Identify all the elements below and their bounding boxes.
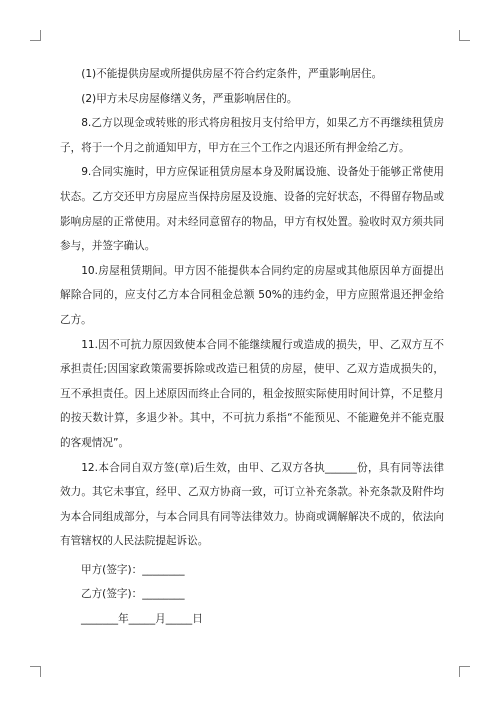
paragraph-clause-2: (2)甲方未尽房屋修缮义务，严重影响居住的。 [81, 92, 298, 105]
crop-mark-bottom-right [459, 666, 470, 677]
paragraph-clause-11: 11.因不可抗力原因致使本合同不能继续履行或造成的损失，甲、乙双方互不承担责任;因国家政策需要拆除或改造已租赁的房屋，使甲、乙双方造成损失的，互不承担责任。因上述原因而终止合同的，租金按照实际使用时间计算，不足整月的按天数计算，多退少补。其中，不可抗力系指“不能预见、不能避免并不能克服的客观情况”。 [60, 338, 444, 449]
signature-date: _______年_____月_____日 [81, 613, 203, 626]
paragraph-clause-12: 12.本合同自双方签(章)后生效，由甲、乙双方各执______份，具有同等法律效力。其它未事宜，经甲、乙双方协商一致，可订立补充条款。补充条款及附件均为本合同组成部分，与本合同具有同等法律效力。协商或调解解决不成的，依法向有管辖权的人民法院提起诉讼。 [60, 461, 444, 548]
paragraph-clause-10: 10.房屋租赁期间。甲方因不能提供本合同约定的房屋或其他原因单方面提出解除合同的，应支付乙方本合同租金总额 50%的违约金，甲方应照常退还押金给乙方。 [60, 264, 444, 326]
paragraph-clause-9: 9.合同实施时，甲方应保证租赁房屋本身及附属设施、设备处于能够正常使用状态。乙方交还甲方房屋应当保持房屋及设施、设备的完好状态，不得留存物品或影响房屋的正常使用。对未经同意留存的物品，甲方有权处置。验收时双方须共同参与，并签字确认。 [60, 166, 444, 253]
crop-mark-top-left [30, 30, 41, 41]
signature-party-b: 乙方(签字)：________ [81, 588, 185, 601]
crop-mark-top-right [459, 30, 470, 41]
paragraph-clause-1: (1)不能提供房屋或所提供房屋不符合约定条件，严重影响居住。 [81, 68, 383, 80]
crop-mark-bottom-left [30, 666, 41, 677]
signature-party-a: 甲方(签字)：________ [81, 563, 185, 576]
document-body [60, 62, 444, 632]
paragraph-clause-8: 8.乙方以现金或转账的形式将房租按月支付给甲方，如果乙方不再继续租赁房子，将于一个月之前通知甲方，甲方在三个工作之内退还所有押金给乙方。 [60, 117, 444, 154]
